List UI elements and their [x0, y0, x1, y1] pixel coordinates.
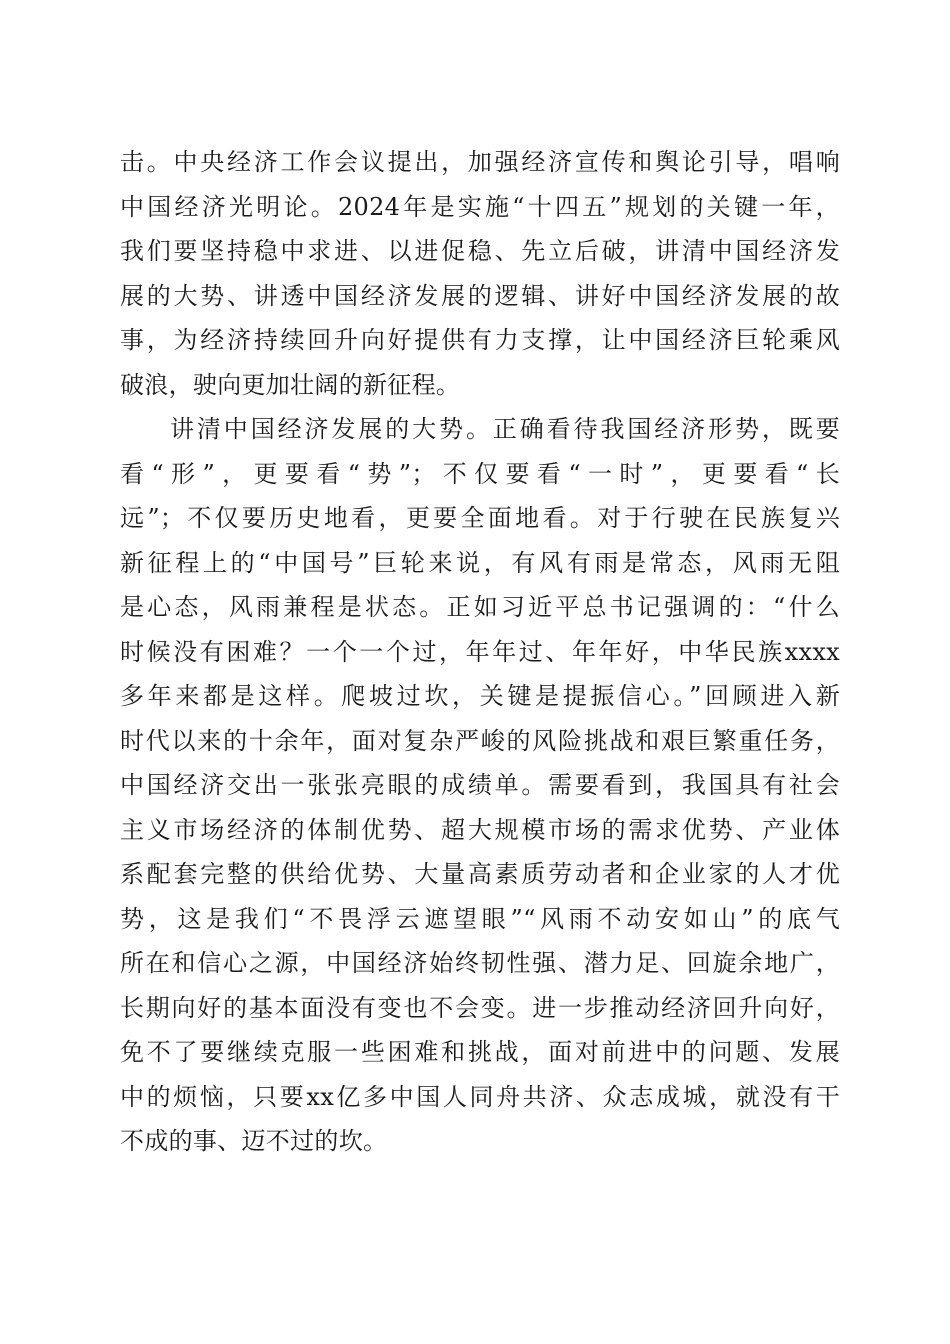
text-line: 新征程上的“中国号”巨轮来说，有风有雨是常态，风雨无阻	[120, 548, 840, 577]
text-line: 中国经济光明论。2024年是实施“十四五”规划的关键一年，	[120, 192, 840, 221]
text-line: 所在和信心之源，中国经济始终韧性强、潜力足、回旋余地广，	[120, 949, 840, 977]
text-line: 不成的事、迈不过的坎。	[120, 1127, 388, 1155]
text-line: 主义市场经济的体制优势、超大规模市场的需求优势、产业体	[120, 815, 840, 844]
text-line: 势，这是我们“不畏浮云遮望眼”“风雨不动安如山”的底气	[120, 904, 840, 933]
text-line: 中的烦恼，只要xx亿多中国人同舟共济、众志成城，就没有干	[120, 1082, 840, 1111]
text-line: 系配套完整的供给优势、大量高素质劳动者和企业家的人才优	[120, 860, 840, 888]
document-body	[120, 140, 840, 1164]
text-line: 破浪，驶向更加壮阔的新征程。	[120, 370, 461, 399]
text-line: 是心态，风雨兼程是状态。正如习近平总书记强调的：“什么	[120, 593, 840, 621]
text-line: 看“形”，更要看“势”；不仅要看“一时”，更要看“长	[120, 459, 840, 488]
text-line: 击。中央经济工作会议提出，加强经济宣传和舆论引导，唱响	[120, 148, 840, 176]
text-line: 讲清中国经济发展的大势。正确看待我国经济形势，既要	[170, 415, 840, 443]
text-line: 事，为经济持续回升向好提供有力支撑，让中国经济巨轮乘风	[120, 326, 840, 354]
text-line: 免不了要继续克服一些困难和挑战，面对前进中的问题、发展	[120, 1038, 840, 1066]
text-line: 多年来都是这样。爬坡过坎，关键是提振信心。”回顾进入新	[120, 682, 840, 710]
text-line: 时候没有困难？一个一个过，年年过、年年好，中华民族xxxx	[120, 637, 840, 666]
text-line: 展的大势、讲透中国经济发展的逻辑、讲好中国经济发展的故	[120, 281, 840, 310]
text-line: 长期向好的基本面没有变也不会变。进一步推动经济回升向好，	[120, 993, 840, 1022]
text-line: 时代以来的十余年，面对复杂严峻的风险挑战和艰巨繁重任务，	[120, 726, 840, 755]
text-line: 中国经济交出一张张亮眼的成绩单。需要看到，我国具有社会	[120, 771, 840, 799]
text-line: 我们要坚持稳中求进、以进促稳、先立后破，讲清中国经济发	[120, 237, 840, 265]
text-line: 远”；不仅要历史地看，更要全面地看。对于行驶在民族复兴	[120, 504, 840, 532]
